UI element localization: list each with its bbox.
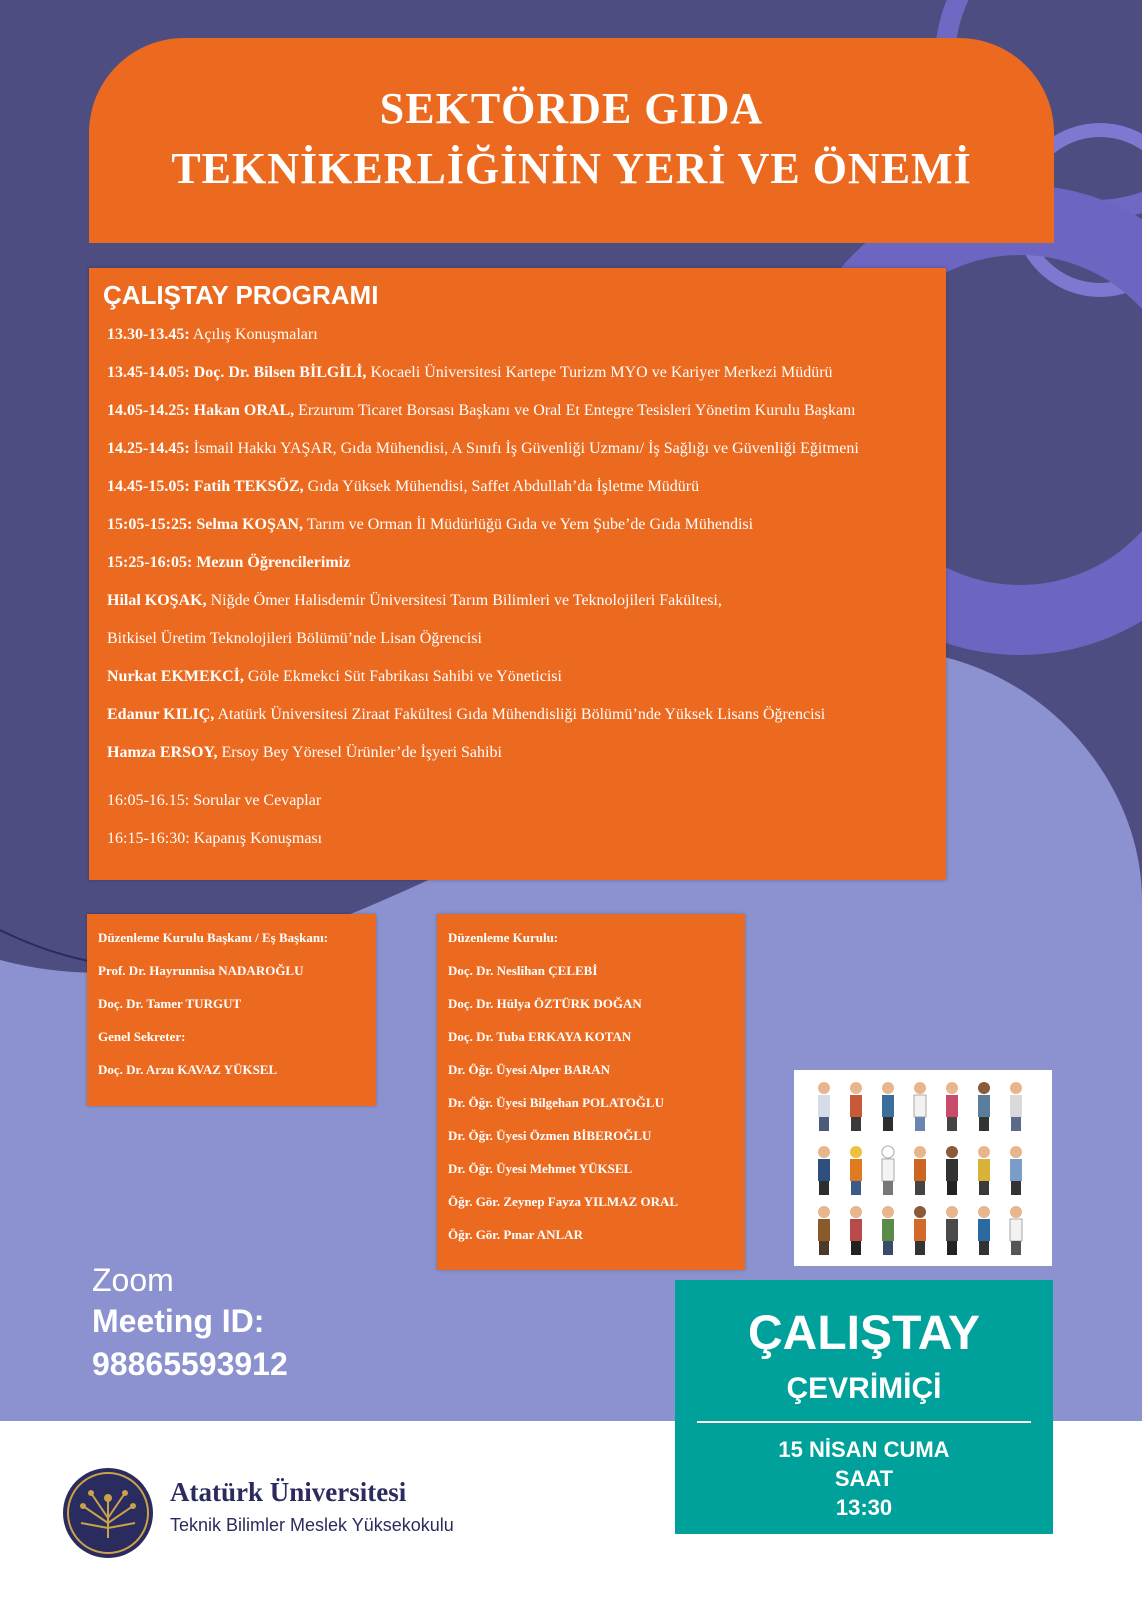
row-desc: Ersoy Bey Yöresel Ürünler’de İşyeri Sahibi	[221, 744, 502, 761]
organizer-name: Doç. Dr. Tamer TURGUT	[98, 996, 242, 1011]
organizer-name: Dr. Öğr. Üyesi Özmen BİBEROĞLU	[448, 1128, 652, 1143]
program-row	[107, 402, 856, 420]
person-figure	[914, 1082, 926, 1131]
row-desc: Erzurum Ticaret Borsası Başkanı ve Oral Et Entegre Tesisleri Yönetim Kurulu Başkanı	[298, 402, 856, 419]
organizer-name: Dr. Öğr. Üyesi Bilgehan POLATOĞLU	[448, 1095, 664, 1110]
row-desc: Gıda Yüksek Mühendisi, Saffet Abdullah’da İşletme Müdürü	[307, 478, 700, 495]
event-date: 15 NİSAN CUMA	[778, 1437, 950, 1462]
person-figure	[818, 1082, 830, 1131]
row-name: Hamza ERSOY,	[107, 744, 218, 761]
school-name: Teknik Bilimler Meslek Yüksekokulu	[170, 1515, 454, 1535]
organizer-heading: Düzenleme Kurulu:	[448, 930, 559, 945]
row-time: 15:25-16:05:	[107, 554, 193, 571]
peacock-emblem-icon	[63, 1468, 153, 1558]
row-desc: Bitkisel Üretim Teknolojileri Bölümü’nde Lisan Öğrencisi	[107, 630, 482, 647]
person-figure	[978, 1206, 990, 1255]
row-desc: Tarım ve Orman İl Müdürlüğü Gıda ve Yem Şube’de Gıda Mühendisi	[306, 516, 754, 533]
program-row	[107, 478, 699, 496]
organizer-name: Doç. Dr. Hülya ÖZTÜRK DOĞAN	[448, 996, 642, 1011]
organizing-chairs-box	[87, 914, 376, 1106]
row-desc: Kocaeli Üniversitesi Kartepe Turizm MYO ve Kariyer Merkezi Müdürü	[370, 364, 833, 381]
person-figure	[882, 1206, 894, 1255]
row-desc: Niğde Ömer Halisdemir Üniversitesi Tarım Bilimleri ve Teknolojileri Fakültesi,	[210, 592, 722, 609]
zoom-label: Zoom	[92, 1262, 174, 1298]
title-line-1: SEKTÖRDE GIDA	[379, 84, 764, 133]
program-row	[107, 326, 318, 344]
organizer-name: Doç. Dr. Arzu KAVAZ YÜKSEL	[98, 1062, 278, 1077]
row-time: 15:05-15:25:	[107, 516, 193, 533]
program-row	[107, 792, 321, 810]
meeting-id-label: Meeting ID:	[92, 1303, 265, 1339]
row-time: 14.45-15.05:	[107, 478, 190, 495]
row-time: 14.25-14.45:	[107, 440, 190, 457]
person-figure	[882, 1146, 894, 1195]
row-name: Fatih TEKSÖZ,	[193, 478, 304, 495]
event-time: 13:30	[835, 1495, 893, 1520]
row-time: 14.05-14.25:	[107, 402, 190, 419]
person-figure	[978, 1082, 990, 1131]
person-figure	[1010, 1146, 1022, 1195]
program-row	[107, 516, 753, 534]
row-desc: Açılış Konuşmaları	[192, 326, 318, 343]
university-name: Atatürk Üniversitesi	[170, 1477, 407, 1507]
person-figure	[1010, 1082, 1022, 1131]
professions-illustration	[794, 1070, 1052, 1266]
row-name: Mezun Öğrencilerimiz	[196, 554, 351, 571]
program-row	[107, 440, 859, 458]
organizer-name: Öğr. Gör. Zeynep Fayza YILMAZ ORAL	[448, 1194, 679, 1209]
program-box	[89, 268, 946, 880]
row-name: Doç. Dr. Bilsen BİLGİLİ,	[193, 364, 367, 381]
row-name: Edanur KILIÇ,	[107, 706, 215, 723]
program-row	[107, 364, 833, 382]
row-name: Selma KOŞAN,	[196, 516, 303, 533]
event-subtitle: ÇEVRİMİÇİ	[786, 1372, 942, 1405]
university-logo	[63, 1468, 153, 1558]
divider	[697, 1421, 1031, 1423]
person-figure	[850, 1206, 862, 1255]
row-desc: Göle Ekmekci Süt Fabrikası Sahibi ve Yöneticisi	[247, 668, 562, 685]
event-info-box	[675, 1280, 1053, 1534]
row-name: Nurkat EKMEKCİ,	[107, 668, 244, 685]
row-name: Hilal KOŞAK,	[107, 592, 207, 609]
person-figure	[818, 1206, 830, 1255]
organizer-name: Doç. Dr. Neslihan ÇELEBİ	[448, 963, 598, 978]
person-figure	[946, 1082, 958, 1131]
person-figure	[882, 1082, 894, 1131]
person-figure	[978, 1146, 990, 1195]
title-line-2: TEKNİKERLİĞİNİN YERİ VE ÖNEMİ	[171, 144, 972, 193]
organizer-name: Prof. Dr. Hayrunnisa NADAROĞLU	[98, 963, 304, 978]
meeting-id-value: 98865593912	[92, 1346, 288, 1382]
row-name: Hakan ORAL,	[193, 402, 295, 419]
row-desc: 16:05-16.15: Sorular ve Cevaplar	[107, 792, 322, 809]
row-desc: İsmail Hakkı YAŞAR, Gıda Mühendisi, A Sınıfı İş Güvenliği Uzmanı/ İş Sağlığı ve Güvenliği Eğitmeni	[193, 440, 859, 457]
row-desc: Atatürk Üniversitesi Ziraat Fakültesi Gıda Mühendisliği Bölümü’nde Yüksek Lisans Öğrencisi	[217, 706, 826, 723]
program-row	[107, 630, 482, 648]
row-time: 13.45-14.05:	[107, 364, 190, 381]
person-figure	[914, 1206, 926, 1255]
program-row	[107, 744, 502, 762]
person-figure	[946, 1146, 958, 1195]
program-row	[107, 554, 350, 572]
event-time-label: SAAT	[834, 1466, 894, 1491]
organizer-heading: Düzenleme Kurulu Başkanı / Eş Başkanı:	[98, 930, 329, 945]
program-row	[107, 668, 562, 686]
person-figure	[946, 1206, 958, 1255]
person-figure	[1010, 1206, 1022, 1255]
organizer-name: Öğr. Gör. Pınar ANLAR	[448, 1227, 583, 1242]
row-desc: 16:15-16:30: Kapanış Konuşması	[107, 830, 323, 847]
organizer-name: Dr. Öğr. Üyesi Alper BARAN	[448, 1062, 611, 1077]
organizer-name: Doç. Dr. Tuba ERKAYA KOTAN	[448, 1029, 632, 1044]
person-figure	[850, 1082, 862, 1131]
program-row	[107, 706, 825, 724]
organizer-name: Dr. Öğr. Üyesi Mehmet YÜKSEL	[448, 1161, 633, 1176]
program-heading: ÇALIŞTAY PROGRAMI	[103, 280, 379, 310]
person-figure	[914, 1146, 926, 1195]
person-figure	[818, 1146, 830, 1195]
organizing-committee-box	[437, 914, 745, 1270]
program-row	[107, 592, 722, 610]
person-figure	[850, 1146, 862, 1195]
organizer-heading: Genel Sekreter:	[98, 1029, 186, 1044]
row-time: 13.30-13.45:	[107, 326, 190, 343]
event-title: ÇALIŞTAY	[747, 1307, 981, 1360]
title-banner	[89, 38, 1054, 243]
professions-figures	[794, 1070, 1052, 1266]
program-row	[107, 830, 322, 848]
